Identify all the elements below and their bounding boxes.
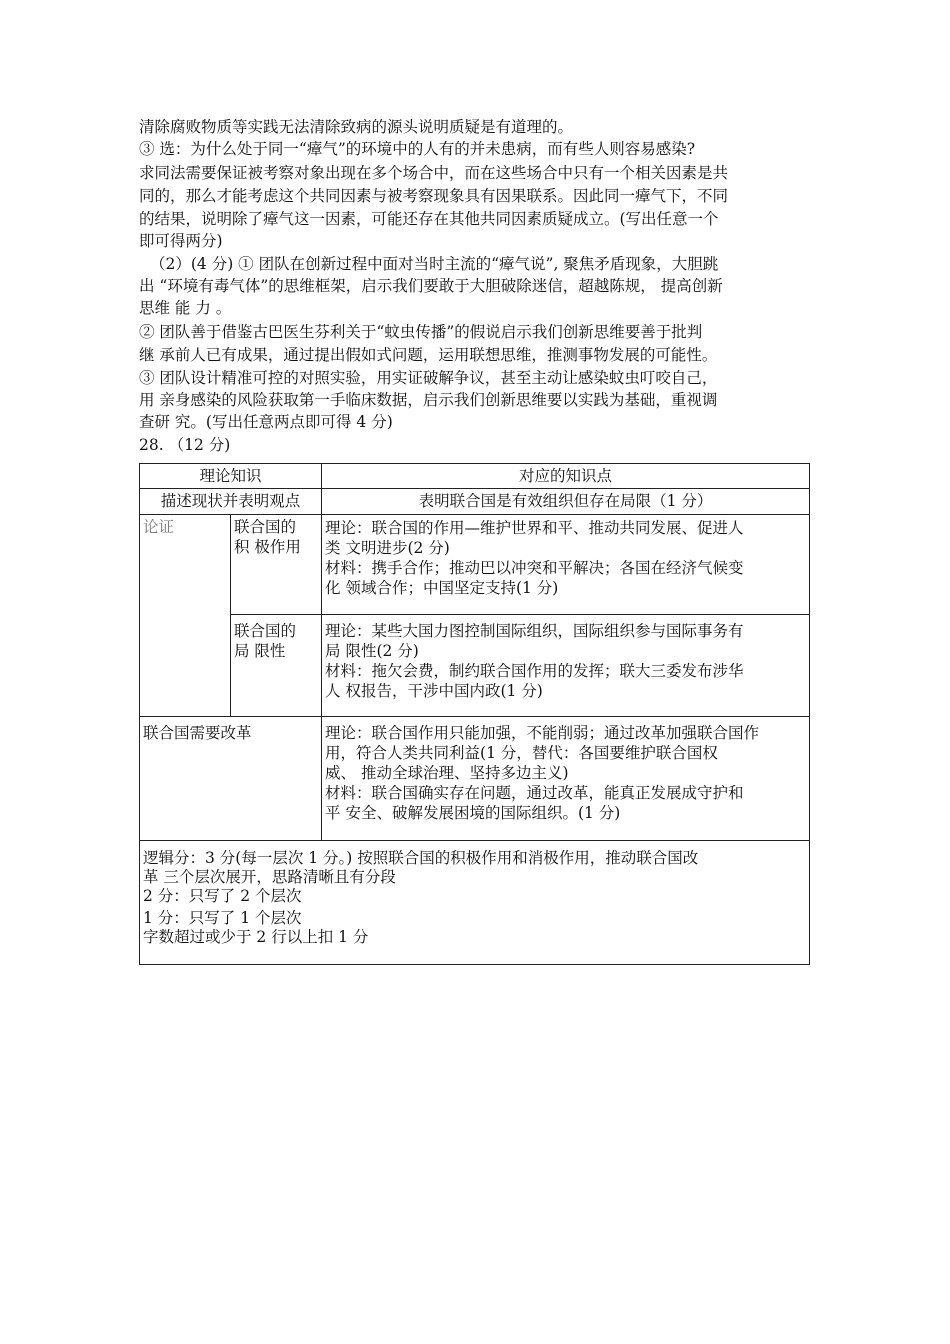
content-line: 材料：拖欠会费，制约联合国作用的发挥；联大三委发布涉华	[325, 662, 744, 680]
limitation-label	[231, 615, 322, 717]
intro-line: ③ 选：为什么处于同一“瘴气”的环境中的人有的并未患病，而有些人则容易感染?	[139, 140, 696, 158]
reform-label: 联合国需要改革	[140, 717, 322, 841]
intro-line: 同的，那么才能考虑这个共同因素与被考察现象具有因果联系。因此同一瘴气下，不同	[139, 187, 729, 205]
content-line: 理论：联合国的作用—维护世界和平、推动共同发展、促进人	[325, 519, 744, 537]
label-line: 积 极作用	[234, 538, 301, 556]
intro-line: 的结果，说明除了瘴气这一因素，可能还存在其他共同因素质疑成立。(写出任意一个	[139, 210, 719, 228]
answer-table	[139, 463, 810, 965]
content-line: 理论：某些大国力图控制国际组织，国际组织参与国际事务有	[325, 622, 744, 640]
logic-line: 2 分：只写了 2 个层次	[143, 887, 302, 905]
reform-content	[322, 717, 810, 841]
positive-role-label	[231, 515, 322, 615]
argument-label: 论证	[140, 515, 231, 717]
content-line: 化 领域合作；中国坚定支持(1 分)	[325, 579, 559, 597]
intro-line: 求同法需要保证被考察对象出现在多个场合中，而在这些场合中只有一个相关因素是共	[139, 164, 729, 182]
intro-line: 清除腐败物质等实践无法清除致病的源头说明质疑是有道理的。	[139, 118, 574, 136]
label-line: 联合国的	[234, 622, 297, 640]
content-line: 威、 推动全球治理、坚持多边主义)	[325, 764, 569, 782]
table-row	[140, 841, 810, 965]
intro-line: 思维 能 力 。	[139, 299, 232, 317]
limitation-content	[322, 615, 810, 717]
intro-line: 继 承前人已有成果，通过提出假如式问题，运用联想思维，推测事物发展的可能性。	[139, 346, 718, 364]
logic-line: 1 分：只写了 1 个层次	[143, 909, 302, 927]
logic-line: 逻辑分：3 分(每一层次 1 分。) 按照联合国的积极作用和消极作用，推动联合国改	[143, 849, 699, 867]
question-number: 28. （12 分)	[139, 436, 231, 454]
table-row	[140, 717, 810, 841]
table-row	[140, 615, 810, 717]
row-describe-status: 描述现状并表明观点	[140, 489, 322, 515]
label-line: 联合国的	[234, 518, 297, 536]
content-line: 理论：联合国作用只能加强，不能削弱；通过改革加强联合国作	[325, 724, 760, 742]
content-line: 类 文明进步(2 分)	[325, 539, 450, 557]
table-row	[140, 489, 810, 515]
content-line: 平 安全、破解发展困境的国际组织。(1 分)	[325, 804, 621, 822]
intro-line: 查研 究。(写出任意两点即可得 4 分)	[139, 413, 393, 431]
content-line: 材料：联合国确实存在问题，通过改革，能真正发展成守护和	[325, 784, 744, 802]
label-line: 局 限性	[234, 642, 286, 660]
intro-line: 即可得两分)	[139, 232, 223, 250]
content-line: 材料：携手合作；推动巴以冲突和平解决；各国在经济气候变	[325, 559, 744, 577]
table-header-row	[140, 464, 810, 489]
positive-role-content	[322, 515, 810, 615]
content-line: 局 限性(2 分)	[325, 642, 419, 660]
logic-line: 字数超过或少于 2 行以上扣 1 分	[143, 928, 369, 946]
logic-line: 革 三个层次展开，思路清晰且有分段	[143, 868, 396, 886]
content-line: 人 权报告，干涉中国内政(1 分)	[325, 682, 543, 700]
content-line: 用，符合人类共同利益(1 分，替代：各国要维护联合国权	[325, 744, 718, 762]
header-theory: 理论知识	[140, 464, 322, 489]
intro-line: ② 团队善于借鉴古巴医生芬利关于“蚊虫传播”的假说启示我们创新思维要善于批判	[139, 323, 703, 341]
table-row	[140, 515, 810, 615]
logic-score-cell	[140, 841, 810, 965]
intro-line: 出 “环境有毒气体”的思维框架，启示我们要敢于大胆破除迷信，超越陈规， 提高创新	[139, 277, 723, 295]
intro-line: （2）(4 分) ① 团队在创新过程中面对当时主流的“瘴气说”, 聚焦矛盾现象，大胆跳	[150, 255, 719, 273]
intro-line: 用 亲身感染的风险获取第一手临床数据，启示我们创新思维要以实践为基础，重视调	[139, 391, 718, 409]
intro-line: ③ 团队设计精准可控的对照实验，用实证破解争议，甚至主动让感染蚊虫叮咬自己，	[139, 369, 718, 387]
header-knowledge-point: 对应的知识点	[322, 464, 810, 489]
row-describe-content: 表明联合国是有效组织但存在局限（1 分）	[322, 489, 810, 515]
